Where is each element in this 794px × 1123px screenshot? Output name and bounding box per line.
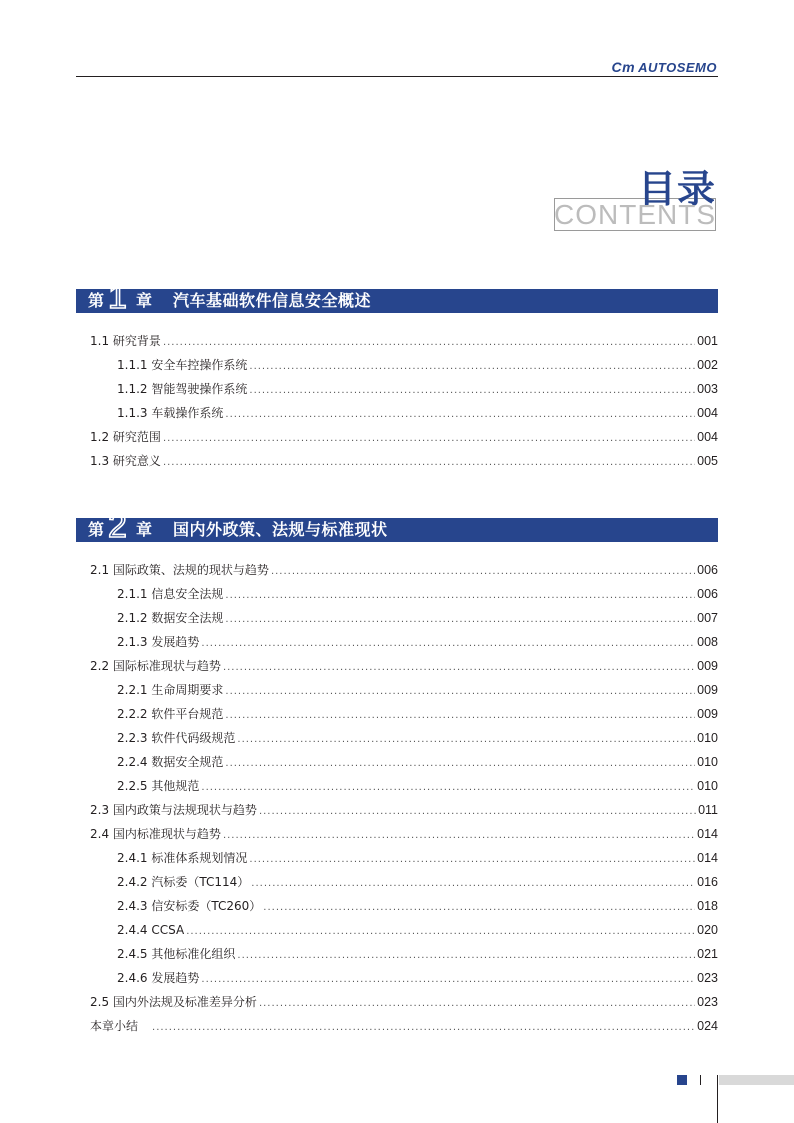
toc-leader-dots (163, 427, 695, 451)
toc-entry-label: 2.3 国内政策与法规现状与趋势 (90, 803, 257, 817)
toc-entry-label: 2.2.1 生命周期要求 (117, 683, 224, 697)
toc-leader-dots (271, 560, 695, 584)
toc-page-number: 010 (697, 779, 718, 793)
toc-entry[interactable] (90, 606, 718, 630)
chapter-suffix: 章 (136, 291, 153, 310)
toc-entry-label: 2.1 国际政策、法规的现状与趋势 (90, 563, 269, 577)
toc-entry-label: 2.4.2 汽标委（TC114） (117, 875, 250, 889)
toc-entry[interactable] (90, 990, 718, 1014)
logo-mark: Cm (611, 59, 636, 75)
toc-entry[interactable] (90, 425, 718, 449)
toc-entry[interactable] (90, 558, 718, 582)
toc-leader-dots (152, 1016, 695, 1040)
chapter-title: 汽车基础软件信息安全概述 (173, 291, 372, 310)
toc-page-number: 009 (697, 683, 718, 697)
toc-entry[interactable] (90, 401, 718, 425)
toc-leader-dots (263, 896, 695, 920)
toc-page-number: 021 (697, 947, 718, 961)
toc-leader-dots (225, 752, 695, 776)
logo-text: AUTOSEMO (638, 59, 717, 75)
chapter-title: 国内外政策、法规与标准现状 (173, 520, 388, 539)
toc-entry[interactable] (90, 630, 718, 654)
toc-leader-dots (225, 680, 695, 704)
toc-leader-dots (225, 403, 695, 427)
toc-leader-dots (223, 824, 695, 848)
autosemo-logo (612, 60, 717, 74)
toc-page-number: 006 (697, 587, 718, 601)
chapter-1-banner (76, 278, 718, 316)
toc-entry-label: 2.4.4 CCSA (117, 923, 185, 937)
toc-entry[interactable] (90, 702, 718, 726)
toc-entry-label: 2.2.4 数据安全规范 (117, 755, 224, 769)
toc-entry-label: 2.2 国际标准现状与趋势 (90, 659, 221, 673)
footer-rule (717, 1075, 718, 1123)
toc-page-number: 018 (697, 899, 718, 913)
toc-leader-dots (201, 968, 695, 992)
toc-leader-dots (163, 451, 695, 475)
toc-leader-dots (259, 800, 696, 824)
chapter-2-toc (90, 558, 718, 1038)
toc-entry-label: 1.3 研究意义 (90, 454, 161, 468)
toc-page-number: 002 (697, 358, 718, 372)
footer-gray-bar (719, 1075, 794, 1085)
toc-entry-label: 2.2.5 其他规范 (117, 779, 200, 793)
chapter-1-toc (90, 329, 718, 473)
toc-page-number: 010 (697, 755, 718, 769)
toc-entry-label: 2.1.2 数据安全法规 (117, 611, 224, 625)
chapter-number: 2 (108, 507, 127, 545)
toc-entry[interactable] (90, 822, 718, 846)
page-subtitle: CONTENTS (554, 199, 716, 230)
toc-page-number: 009 (697, 707, 718, 721)
toc-page-number: 014 (697, 827, 718, 841)
header-rule (76, 76, 718, 77)
toc-entry-label: 2.4.3 信安标委（TC260） (117, 899, 262, 913)
toc-entry-label: 2.4.1 标准体系规划情况 (117, 851, 248, 865)
toc-entry[interactable] (90, 846, 718, 870)
toc-entry[interactable] (90, 774, 718, 798)
toc-entry-label: 1.1.3 车载操作系统 (117, 406, 224, 420)
toc-entry-label: 2.1.1 信息安全法规 (117, 587, 224, 601)
toc-leader-dots (249, 379, 695, 403)
toc-page-number: 004 (697, 430, 718, 444)
toc-page-number: 014 (697, 851, 718, 865)
toc-leader-dots (249, 355, 695, 379)
chapter-suffix: 章 (136, 520, 153, 539)
toc-page-number: 003 (697, 382, 718, 396)
toc-page-number: 024 (697, 1019, 718, 1033)
toc-leader-dots (201, 776, 695, 800)
toc-entry[interactable] (90, 870, 718, 894)
chapter-prefix: 第 (88, 291, 105, 310)
chapter-prefix: 第 (88, 520, 105, 539)
toc-entry-label: 1.2 研究范围 (90, 430, 161, 444)
toc-page-number: 007 (697, 611, 718, 625)
toc-page-number: 006 (697, 563, 718, 577)
toc-page-number: 023 (697, 995, 718, 1009)
toc-page-number: 004 (697, 406, 718, 420)
toc-entry-label: 1.1 研究背景 (90, 334, 161, 348)
toc-entry[interactable] (90, 582, 718, 606)
toc-entry[interactable] (90, 377, 718, 401)
toc-leader-dots (251, 872, 695, 896)
toc-leader-dots (201, 632, 695, 656)
toc-entry[interactable] (90, 798, 718, 822)
toc-leader-dots (225, 704, 695, 728)
toc-page-number: 016 (697, 875, 718, 889)
toc-leader-dots (237, 728, 695, 752)
toc-entry-label: 1.1.1 安全车控操作系统 (117, 358, 248, 372)
toc-entry[interactable] (90, 353, 718, 377)
toc-page-number: 008 (697, 635, 718, 649)
toc-entry-label: 本章小结 (90, 1019, 139, 1033)
toc-leader-dots (259, 992, 695, 1016)
page-title: 目录 (637, 167, 716, 211)
toc-page-number: 001 (697, 334, 718, 348)
toc-entry[interactable] (90, 894, 718, 918)
toc-entry-label: 2.2.3 软件代码级规范 (117, 731, 236, 745)
toc-page-number: 023 (697, 971, 718, 985)
page-number (700, 1075, 701, 1085)
toc-page-number: 010 (697, 731, 718, 745)
toc-page-number: 020 (697, 923, 718, 937)
toc-page-number: 011 (698, 803, 718, 817)
toc-entry[interactable] (90, 654, 718, 678)
toc-entry[interactable] (90, 678, 718, 702)
toc-entry-label: 2.1.3 发展趋势 (117, 635, 200, 649)
toc-page-number: 005 (697, 454, 718, 468)
chapter-number: 1 (108, 278, 127, 316)
toc-entry-label: 1.1.2 智能驾驶操作系统 (117, 382, 248, 396)
footer-square (677, 1075, 687, 1085)
toc-leader-dots (223, 656, 695, 680)
toc-entry[interactable] (90, 942, 718, 966)
toc-page-number: 009 (697, 659, 718, 673)
toc-entry[interactable] (90, 918, 718, 942)
toc-entry-label: 2.5 国内外法规及标准差异分析 (90, 995, 257, 1009)
toc-entry[interactable] (90, 966, 718, 990)
toc-entry[interactable] (90, 449, 718, 473)
toc-leader-dots (186, 920, 695, 944)
toc-entry-label: 2.4.6 发展趋势 (117, 971, 200, 985)
toc-leader-dots (225, 584, 695, 608)
toc-leader-dots (225, 608, 695, 632)
toc-entry[interactable] (90, 750, 718, 774)
toc-leader-dots (237, 944, 695, 968)
toc-entry[interactable] (90, 1014, 718, 1038)
toc-leader-dots (249, 848, 695, 872)
toc-leader-dots (163, 331, 695, 355)
toc-entry[interactable] (90, 726, 718, 750)
toc-entry-label: 2.2.2 软件平台规范 (117, 707, 224, 721)
toc-entry-label: 2.4.5 其他标准化组织 (117, 947, 236, 961)
toc-entry-label: 2.4 国内标准现状与趋势 (90, 827, 221, 841)
chapter-2-banner (76, 507, 718, 545)
toc-entry[interactable] (90, 329, 718, 353)
